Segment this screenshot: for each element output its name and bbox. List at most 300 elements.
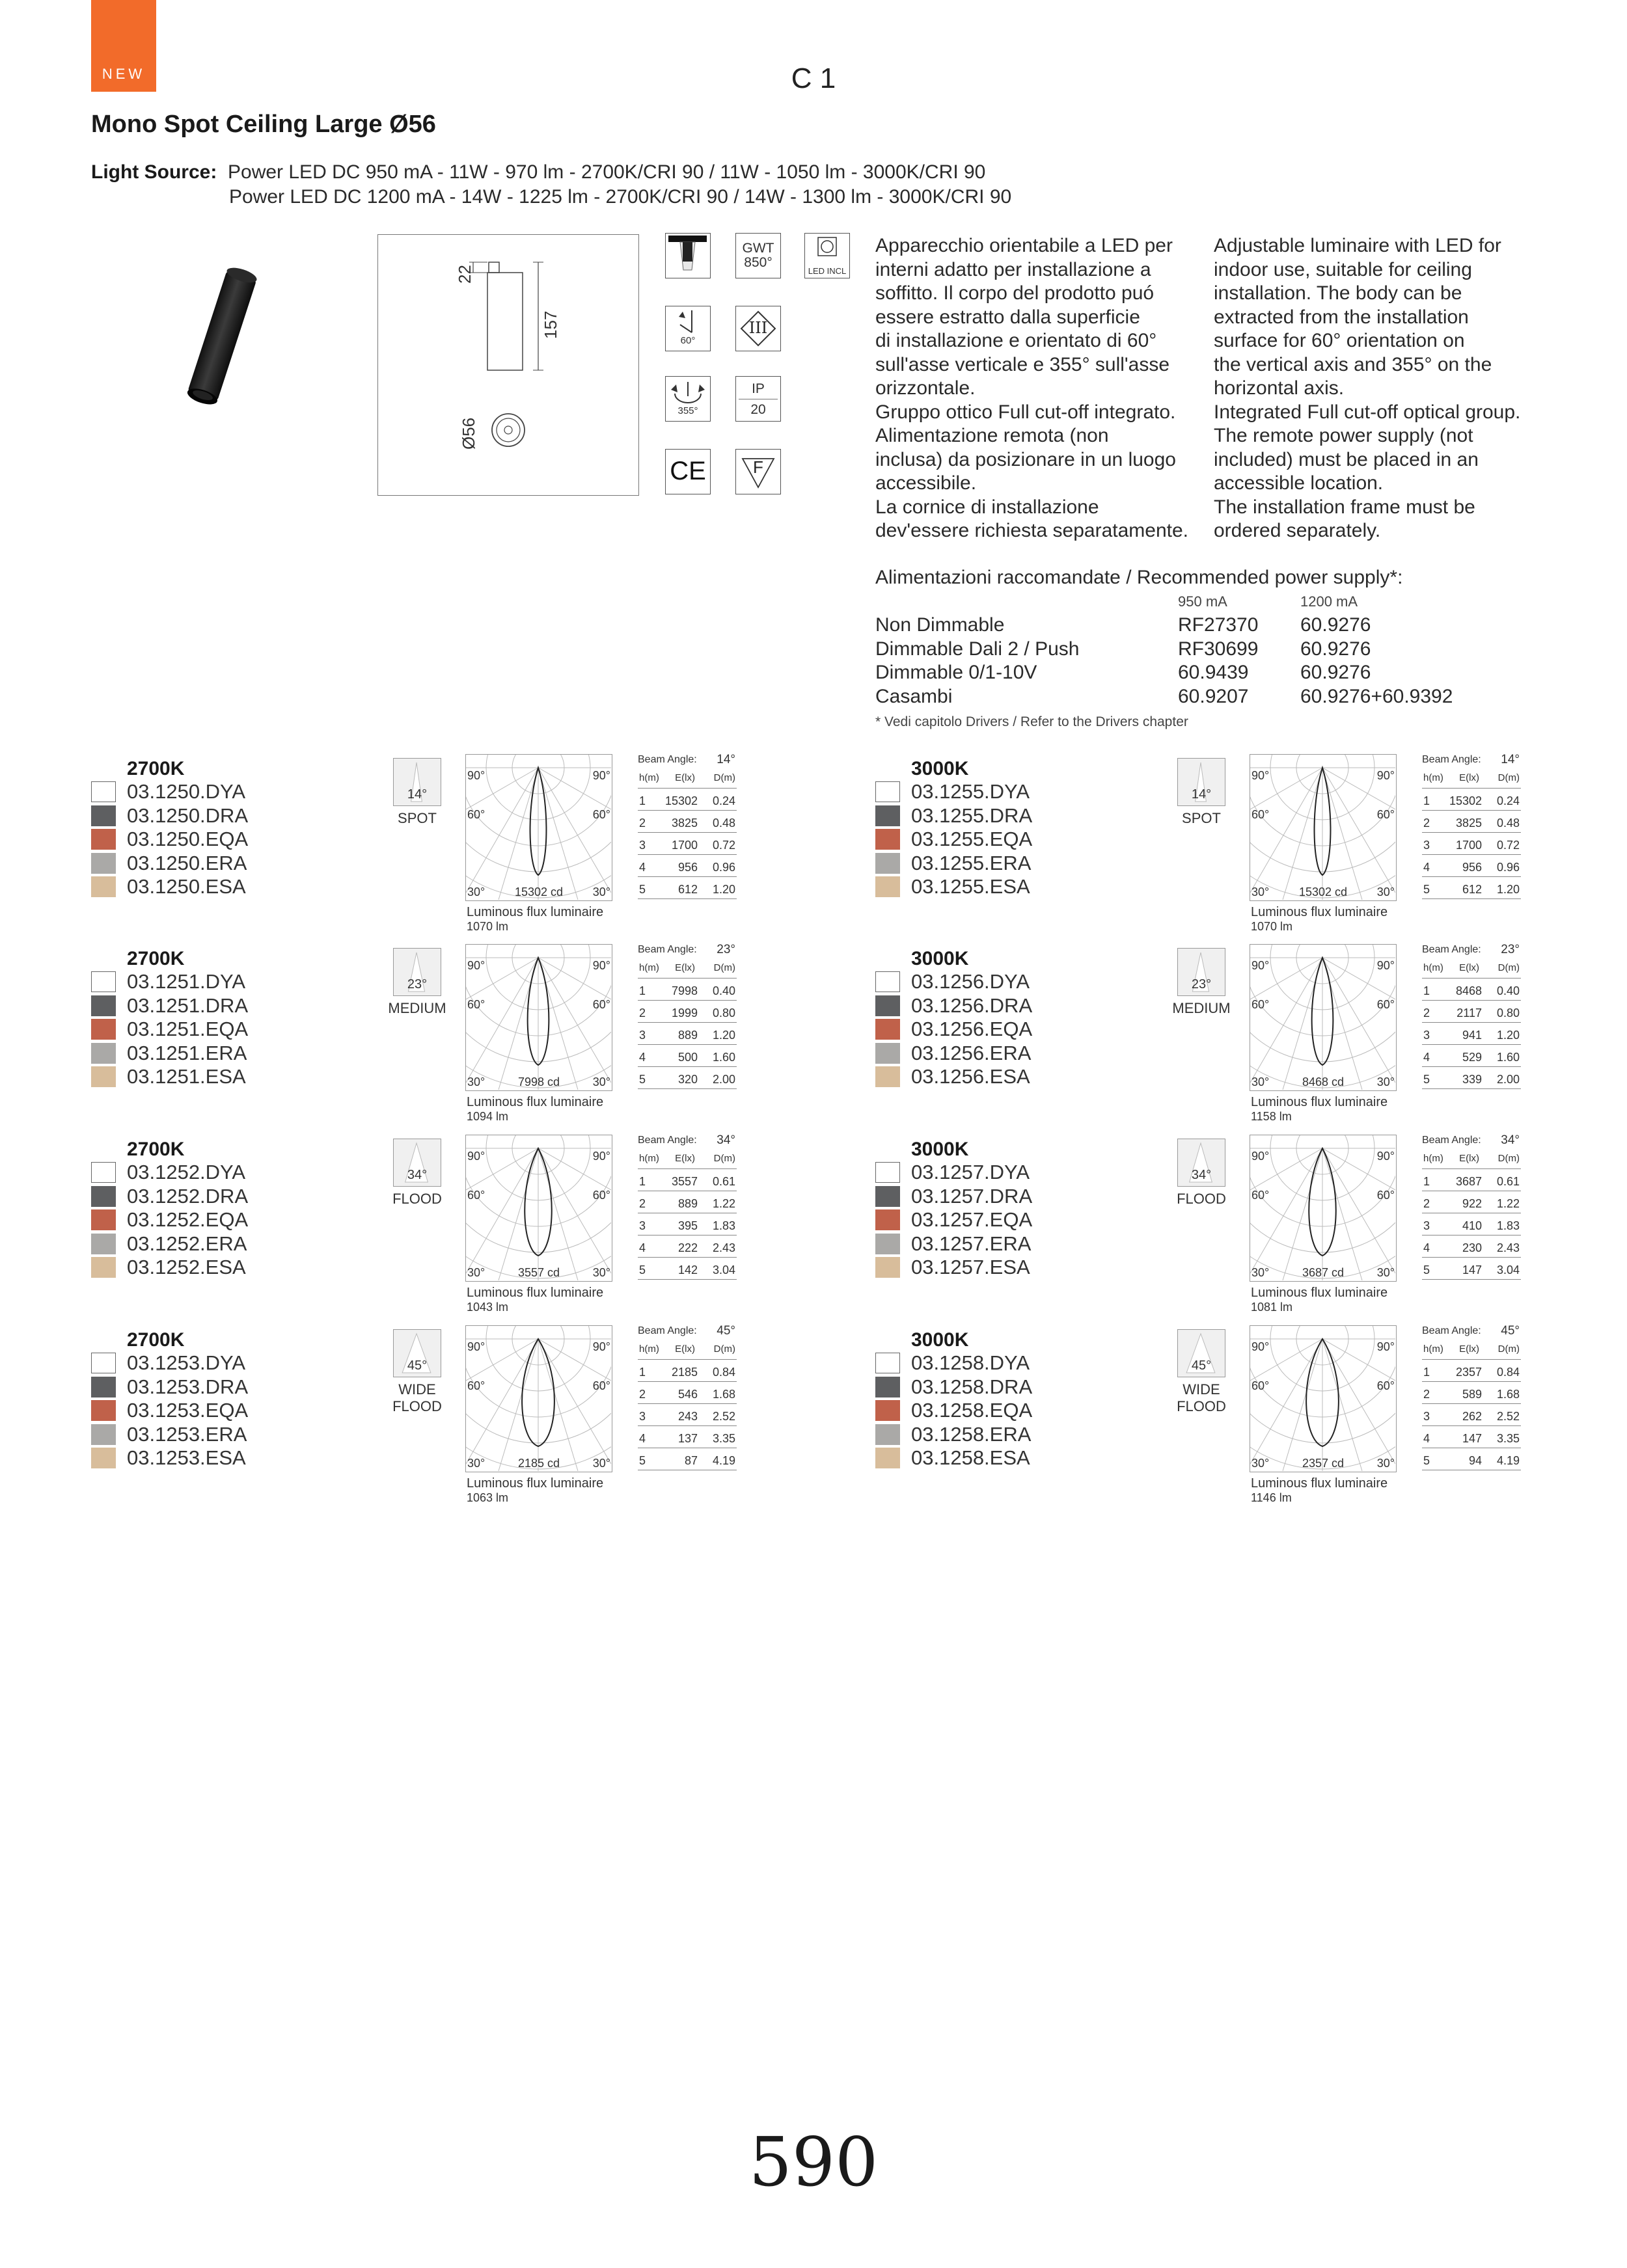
peak-intensity: 15302 cd [514,885,564,898]
polar-60-left: 60° [1251,808,1270,821]
table-row [1422,1175,1521,1191]
cell-e: 222 [677,1241,698,1254]
beam-type-label: FLOOD [1177,1191,1226,1207]
desc-en-line: included) must be placed in an [1214,448,1479,470]
luminous-flux-value: 1063 lm [467,1491,509,1504]
beam-icon [393,1329,441,1377]
cell-e: 3687 [1455,1175,1482,1188]
cell-h: 1 [639,794,646,807]
header-e: E(lx) [1459,1343,1479,1355]
luminous-flux-label: Luminous flux luminaire [467,905,604,919]
table-row [1422,1219,1521,1235]
table-row [1422,861,1521,877]
product-code: 03.1255.ESA [911,875,1030,898]
polar-60-left: 60° [1251,1379,1270,1392]
luminous-flux-label: Luminous flux luminaire [467,1095,604,1109]
cell-e: 956 [1462,861,1482,874]
cell-d: 3.35 [1496,1432,1520,1445]
table-row [638,794,737,811]
ip-label-1: IP [739,377,778,399]
peak-intensity: 7998 cd [517,1075,560,1088]
cell-e: 339 [1462,1073,1482,1086]
cell-e: 147 [1462,1432,1482,1445]
cell-d: 0.80 [712,1006,735,1019]
finish-swatch [875,1043,900,1064]
polar-90-left: 90° [467,1340,485,1353]
polar-60-right: 60° [1376,1379,1395,1392]
finish-swatch [91,1066,116,1087]
table-header-row [638,1153,737,1169]
table-row [1422,1197,1521,1213]
cell-d: 0.24 [712,794,735,807]
cell-e: 15302 [664,794,698,807]
cell-e: 3557 [671,1175,698,1188]
table-row [638,817,737,833]
finish-swatch [875,971,900,992]
desc-it-line: Gruppo ottico Full cut-off integrato. [875,401,1176,423]
polar-30-left: 30° [1251,1075,1270,1088]
cell-d: 4.19 [1496,1454,1520,1467]
chapter-label: C 1 [791,62,836,94]
cell-e: 1700 [671,839,698,852]
polar-30-left: 30° [1251,885,1270,898]
cell-h: 4 [639,1051,646,1064]
product-code: 03.1253.ESA [127,1446,246,1469]
product-code: 03.1258.ESA [911,1446,1030,1469]
product-code: 03.1251.ERA [127,1041,247,1064]
polar-30-right: 30° [592,1266,610,1279]
product-title: Mono Spot Ceiling Large Ø56 [91,111,436,138]
cell-h: 5 [639,883,646,896]
cell-h: 5 [639,1263,646,1276]
cell-e: 147 [1462,1263,1482,1276]
beam-angle-caption: Beam Angle: [1422,1135,1481,1146]
f-mark-label: F [753,457,763,477]
product-code: 03.1257.DRA [911,1184,1033,1208]
cell-h: 3 [639,1219,646,1232]
beam-angle-label: 14° [407,787,428,802]
polar-90-right: 90° [1376,959,1395,972]
light-source-label: Light Source: [91,161,217,183]
table-row [638,1006,737,1023]
table-row [638,1241,737,1258]
finish-swatch [875,1353,900,1373]
dim-diameter-label: Ø56 [459,417,478,450]
polar-90-right: 90° [592,1340,610,1353]
cell-h: 3 [639,1029,646,1042]
finish-swatch [91,1448,116,1468]
ce-icon: CE [665,449,711,494]
color-temperature: 3000K [911,948,969,969]
header-e: E(lx) [675,962,695,973]
polar-diagram [465,754,612,901]
product-code: 03.1251.DRA [127,993,249,1017]
desc-en-line: Adjustable luminaire with LED for [1214,235,1501,256]
cell-d: 4.19 [712,1454,735,1467]
polar-90-left: 90° [467,959,485,972]
cell-d: 1.68 [1496,1388,1520,1401]
illuminance-table [1422,1325,1521,1475]
f-mark-icon [735,449,781,494]
header-e: E(lx) [1459,1153,1479,1164]
table-row [638,1073,737,1089]
header-e: E(lx) [1459,962,1479,973]
finish-swatch [875,1424,900,1445]
header-h: h(m) [639,1343,659,1355]
desc-en-line: accessible location. [1214,472,1384,494]
cell-d: 1.22 [1496,1197,1520,1210]
ip-label-2: 20 [750,402,766,417]
cell-d: 0.48 [712,817,735,830]
header-d: D(m) [713,1343,735,1355]
polar-90-right: 90° [1376,1340,1395,1353]
polar-30-left: 30° [467,1457,485,1470]
luminous-flux-label: Luminous flux luminaire [1251,905,1388,919]
peak-intensity: 15302 cd [1298,885,1348,898]
product-code: 03.1257.ESA [911,1256,1030,1278]
header-e: E(lx) [1459,772,1479,783]
beam-angle-caption: Beam Angle: [1422,1325,1481,1336]
beam-angle-value: 45° [1501,1324,1520,1338]
polar-60-right: 60° [592,1189,610,1202]
header-h: h(m) [1423,962,1443,973]
table-row [638,984,737,1001]
cell-h: 1 [639,984,646,997]
beam-icon [1177,758,1225,806]
cell-h: 1 [1423,1366,1430,1379]
cell-e: 2185 [671,1366,698,1379]
finish-swatch [91,971,116,992]
table-row [638,1219,737,1235]
beam-icon [393,948,441,996]
polar-diagram [465,1325,612,1472]
table-row [1422,1006,1521,1023]
ps-950: 60.9207 [1178,686,1249,707]
cell-e: 142 [677,1263,698,1276]
cell-d: 0.40 [712,984,735,997]
cell-h: 2 [639,1006,646,1019]
ps-950: 60.9439 [1178,662,1249,683]
finish-swatch [875,781,900,802]
cell-e: 3825 [1455,817,1482,830]
header-d: D(m) [713,1153,735,1164]
finish-swatch [91,1186,116,1207]
header-d: D(m) [1497,772,1520,783]
polar-90-right: 90° [592,1150,610,1163]
finish-swatch [875,1234,900,1254]
header-e: E(lx) [675,1343,695,1355]
table-header-row [1422,772,1521,789]
desc-en-line: surface for 60° orientation on [1214,330,1465,351]
polar-diagram [1250,754,1397,901]
finish-swatch [875,876,900,897]
cell-e: 320 [677,1073,698,1086]
cell-h: 3 [639,839,646,852]
product-code: 03.1251.DYA [127,970,246,993]
product-code: 03.1257.EQA [911,1208,1033,1231]
desc-it-line: di installazione e orientato di 60° [875,330,1157,351]
cell-h: 3 [1423,839,1430,852]
variant-block [875,1133,1552,1327]
cell-h: 5 [1423,1263,1430,1276]
product-code: 03.1256.DYA [911,970,1030,993]
luminous-flux-value: 1081 lm [1251,1301,1293,1314]
desc-it-line: soffitto. Il corpo del prodotto puó [875,282,1155,304]
desc-it-line: Alimentazione remota (non [875,425,1109,446]
luminous-flux-label: Luminous flux luminaire [467,1286,604,1300]
cell-d: 2.43 [712,1241,735,1254]
finish-swatch [91,1019,116,1040]
polar-diagram [465,944,612,1091]
cell-h: 1 [1423,794,1430,807]
cell-h: 2 [639,817,646,830]
cell-h: 1 [1423,984,1430,997]
illuminance-table [638,754,737,904]
ceiling-mount-icon [665,233,711,278]
description-italian [875,234,1201,543]
page-number: 590 [748,2122,879,2202]
power-supply-heading: Alimentazioni raccomandate / Recommended power supply*: [875,567,1403,588]
polar-60-left: 60° [1251,1189,1270,1202]
header-h: h(m) [1423,772,1443,783]
cell-h: 5 [1423,1454,1430,1467]
desc-en-line: ordered separately. [1214,520,1381,541]
finish-swatch [875,853,900,874]
finish-swatch [875,805,900,826]
polar-60-left: 60° [467,998,485,1011]
beam-angle-value: 34° [1501,1133,1520,1147]
table-row [1422,1073,1521,1089]
cell-d: 2.00 [712,1073,735,1086]
cell-h: 4 [1423,1432,1430,1445]
header-h: h(m) [1423,1153,1443,1164]
cell-d: 0.84 [1496,1366,1520,1379]
color-temperature: 2700K [127,948,185,969]
beam-icon [1177,1329,1225,1377]
beam-angle-label: 45° [407,1358,428,1373]
product-code: 03.1253.EQA [127,1399,249,1422]
color-temperature: 2700K [127,758,185,779]
light-source-line-2: Power LED DC 1200 mA - 14W - 1225 lm - 2700K/CRI 90 / 14W - 1300 lm - 3000K/CRI 90 [229,186,1012,208]
cell-d: 0.84 [712,1366,735,1379]
product-code: 03.1257.DYA [911,1161,1030,1183]
beam-type-label: MEDIUM [1172,1000,1231,1016]
cell-e: 262 [1462,1410,1482,1423]
header-e: E(lx) [675,1153,695,1164]
polar-30-left: 30° [467,1266,485,1279]
peak-intensity: 2185 cd [517,1457,560,1470]
cell-d: 0.61 [1496,1175,1520,1188]
cell-h: 4 [639,861,646,874]
polar-30-right: 30° [1376,1457,1395,1470]
color-temperature: 2700K [127,1139,185,1160]
desc-it-line: Apparecchio orientabile a LED per [875,235,1173,256]
desc-en-line: horizontal axis. [1214,377,1345,399]
variant-block [91,1324,768,1518]
polar-60-left: 60° [467,1189,485,1202]
rotate-label: 355° [677,405,698,416]
finish-swatch [875,1066,900,1087]
polar-60-right: 60° [592,1379,610,1392]
table-row [638,1410,737,1426]
finish-swatch [91,1424,116,1445]
finish-swatch [875,1400,900,1421]
cell-d: 1.20 [1496,1029,1520,1042]
polar-60-right: 60° [592,808,610,821]
beam-angle-caption: Beam Angle: [638,944,697,955]
header-e: E(lx) [675,772,695,783]
luminous-flux-label: Luminous flux luminaire [1251,1476,1388,1491]
product-code: 03.1258.DRA [911,1375,1033,1398]
table-row [1422,1388,1521,1404]
polar-90-right: 90° [592,959,610,972]
polar-30-right: 30° [592,885,610,898]
cell-e: 500 [677,1051,698,1064]
product-code: 03.1258.DYA [911,1351,1030,1374]
desc-it-line: interni adatto per installazione a [875,258,1151,280]
cell-e: 1999 [671,1006,698,1019]
table-header-row [638,772,737,789]
ps-950: RF30699 [1178,638,1259,660]
table-row [638,883,737,899]
polar-60-left: 60° [467,808,485,821]
finish-swatch [91,1043,116,1064]
cell-h: 1 [1423,1175,1430,1188]
polar-30-left: 30° [1251,1457,1270,1470]
dim-top-label: 22 [455,265,474,284]
ps-name: Non Dimmable [875,614,1005,636]
desc-en-line: installation. The body can be [1214,282,1462,304]
cell-e: 230 [1462,1241,1482,1254]
product-photo [176,260,267,416]
product-code: 03.1251.ESA [127,1065,246,1088]
finish-swatch [91,1353,116,1373]
polar-diagram [1250,1135,1397,1282]
finish-swatch [875,1209,900,1230]
desc-en-line: The remote power supply (not [1214,425,1473,446]
finish-swatch [91,1209,116,1230]
finish-swatch [91,1234,116,1254]
product-code: 03.1250.ESA [127,875,246,898]
table-row [638,1432,737,1448]
light-source-line-1: Power LED DC 950 mA - 11W - 970 lm - 2700K/CRI 90 / 11W - 1050 lm - 3000K/CRI 90 [228,161,986,183]
cell-d: 3.35 [712,1432,735,1445]
cell-h: 4 [639,1432,646,1445]
beam-angle-value: 34° [717,1133,735,1147]
table-header-row [638,962,737,979]
beam-angle-caption: Beam Angle: [638,1325,697,1336]
beam-icon [393,1139,441,1187]
cell-h: 3 [639,1410,646,1423]
cell-e: 589 [1462,1388,1482,1401]
cell-e: 2117 [1456,1006,1482,1019]
cell-h: 3 [1423,1410,1430,1423]
product-code: 03.1255.DRA [911,803,1033,827]
product-code: 03.1250.DRA [127,803,249,827]
finish-swatch [91,781,116,802]
cell-h: 1 [639,1366,646,1379]
product-code: 03.1252.DRA [127,1184,249,1208]
cell-h: 4 [1423,1241,1430,1254]
beam-icon [1177,1139,1225,1187]
class-iii-label: III [748,319,768,337]
ps-name: Dimmable 0/1-10V [875,662,1037,683]
finish-swatch [91,829,116,850]
led-included-label: LED INCL [808,266,847,276]
illuminance-table [638,944,737,1094]
cell-d: 1.83 [712,1219,735,1232]
variant-block [91,943,768,1137]
beam-angle-label: 23° [407,977,428,992]
cell-e: 410 [1462,1219,1482,1232]
color-temperature: 3000K [911,1329,969,1351]
beam-angle-label: 34° [1191,1168,1212,1182]
table-row [1422,839,1521,855]
peak-intensity: 2357 cd [1302,1457,1345,1470]
dimension-drawing [377,234,639,496]
polar-diagram [1250,944,1397,1091]
beam-angle-value: 45° [717,1324,735,1338]
polar-60-left: 60° [1251,998,1270,1011]
cell-h: 2 [1423,1388,1430,1401]
cell-h: 1 [639,1175,646,1188]
ps-1200: 60.9276 [1300,614,1371,636]
variant-block [91,753,768,947]
tilt-label: 60° [680,335,696,346]
table-row [638,861,737,877]
product-code: 03.1255.EQA [911,828,1033,850]
color-temperature: 3000K [911,758,969,779]
power-supply-col-950: 950 mA [1178,593,1227,610]
peak-intensity: 3687 cd [1302,1266,1345,1279]
cell-e: 612 [1462,883,1482,896]
luminous-flux-label: Luminous flux luminaire [467,1476,604,1491]
gwt-label-2: 850° [744,255,772,270]
table-row [638,1388,737,1404]
cell-d: 2.52 [712,1410,735,1423]
cell-d: 3.04 [712,1263,735,1276]
finish-swatch [875,1377,900,1397]
cell-d: 0.40 [1496,984,1520,997]
cell-e: 8468 [1455,984,1482,997]
table-row [1422,984,1521,1001]
cell-e: 87 [684,1454,698,1467]
finish-swatch [875,1019,900,1040]
polar-90-left: 90° [1251,1340,1270,1353]
desc-it-line: La cornice di installazione [875,496,1099,518]
tilt-icon [665,306,711,351]
table-header-row [1422,1153,1521,1169]
beam-type-label: WIDE [398,1381,436,1397]
class-iii-icon [735,306,781,351]
header-h: h(m) [1423,1343,1443,1355]
cell-e: 243 [677,1410,698,1423]
luminous-flux-value: 1070 lm [467,920,509,933]
table-row [638,839,737,855]
cell-d: 0.61 [712,1175,735,1188]
finish-swatch [91,1257,116,1278]
luminous-flux-value: 1070 lm [1251,920,1293,933]
cell-e: 1700 [1455,839,1482,852]
header-h: h(m) [639,962,659,973]
cell-h: 3 [1423,1029,1430,1042]
polar-90-left: 90° [1251,959,1270,972]
cell-d: 1.20 [712,883,735,896]
cell-d: 2.00 [1496,1073,1520,1086]
glow-wire-icon [735,233,781,278]
product-code: 03.1255.DYA [911,780,1030,803]
ps-name: Dimmable Dali 2 / Push [875,638,1080,660]
